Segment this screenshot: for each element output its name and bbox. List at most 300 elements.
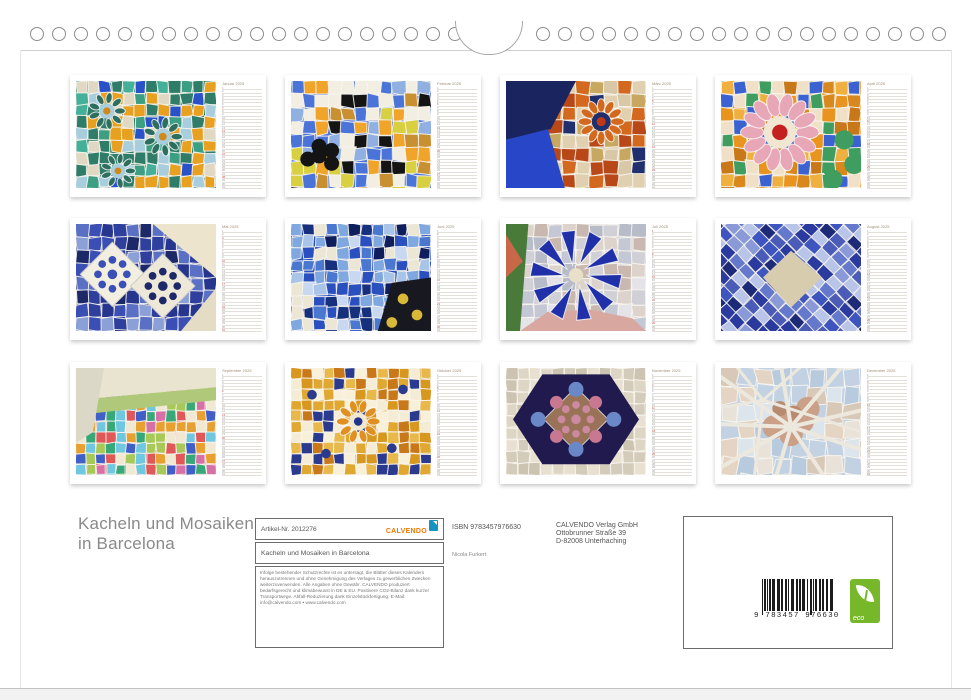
month-label: Mai 2025 bbox=[222, 224, 239, 229]
day-line: 23 bbox=[222, 447, 262, 450]
day-line: 16 bbox=[437, 136, 477, 139]
day-line: 16 bbox=[222, 136, 262, 139]
day-line: 18 bbox=[867, 143, 907, 146]
day-line: 15 bbox=[222, 276, 262, 279]
day-line: 31 bbox=[867, 329, 907, 332]
day-line: 23 bbox=[867, 160, 907, 163]
day-line: 7 bbox=[222, 394, 262, 397]
day-line: 16 bbox=[222, 423, 262, 426]
binding-hole bbox=[756, 27, 770, 41]
binding-hole bbox=[30, 27, 44, 41]
day-line: 19 bbox=[437, 289, 477, 292]
publisher-line2: Ottobrunner Straße 39 bbox=[556, 530, 627, 538]
month-page bbox=[500, 75, 696, 197]
day-line: 9 bbox=[437, 256, 477, 259]
day-line: 2 bbox=[222, 233, 262, 236]
day-line: 5 bbox=[437, 243, 477, 246]
day-line: 27 bbox=[222, 460, 262, 463]
day-line: 27 bbox=[437, 316, 477, 319]
day-line: 13 bbox=[437, 414, 477, 417]
day-line: 23 bbox=[437, 447, 477, 450]
day-line: 18 bbox=[222, 143, 262, 146]
day-line: 25 bbox=[222, 166, 262, 169]
day-line: 27 bbox=[652, 173, 692, 176]
day-line: 3 bbox=[652, 237, 692, 240]
day-line: 17 bbox=[652, 140, 692, 143]
day-line: 2 bbox=[652, 90, 692, 93]
binding-hole bbox=[294, 27, 308, 41]
day-line: 15 bbox=[867, 276, 907, 279]
day-line: 13 bbox=[652, 127, 692, 130]
day-column bbox=[437, 224, 477, 334]
day-line: 18 bbox=[437, 430, 477, 433]
binding-hole bbox=[426, 27, 440, 41]
day-line: 27 bbox=[867, 460, 907, 463]
day-line: 10 bbox=[867, 260, 907, 263]
day-line: 31 bbox=[437, 186, 477, 189]
day-line: 20 bbox=[437, 293, 477, 296]
day-line: 25 bbox=[652, 309, 692, 312]
day-line: 22 bbox=[437, 443, 477, 446]
day-line: 15 bbox=[652, 276, 692, 279]
day-line: 4 bbox=[222, 384, 262, 387]
day-line: 23 bbox=[437, 160, 477, 163]
day-line: 8 bbox=[867, 253, 907, 256]
day-line: 11 bbox=[867, 263, 907, 266]
day-line: 8 bbox=[652, 253, 692, 256]
day-column bbox=[437, 81, 477, 191]
day-line: 7 bbox=[867, 107, 907, 110]
day-line: 24 bbox=[652, 163, 692, 166]
day-line: 21 bbox=[222, 153, 262, 156]
day-line: 19 bbox=[437, 146, 477, 149]
day-line: 8 bbox=[222, 253, 262, 256]
leaf-icon bbox=[856, 583, 874, 604]
day-line: 29 bbox=[437, 322, 477, 325]
day-line: 1 bbox=[437, 87, 477, 90]
day-line: 6 bbox=[437, 246, 477, 249]
day-line: 12 bbox=[867, 266, 907, 269]
day-line: 3 bbox=[652, 381, 692, 384]
binding-hole bbox=[316, 27, 330, 41]
day-line: 4 bbox=[867, 384, 907, 387]
day-line: 10 bbox=[867, 117, 907, 120]
day-line: 8 bbox=[652, 110, 692, 113]
day-line: 21 bbox=[222, 440, 262, 443]
day-line: 30 bbox=[222, 326, 262, 329]
day-line: 13 bbox=[652, 270, 692, 273]
day-line: 19 bbox=[867, 433, 907, 436]
day-line: 28 bbox=[222, 176, 262, 179]
isbn: ISBN 9783457976630 bbox=[452, 524, 521, 531]
day-line: 29 bbox=[652, 322, 692, 325]
month-photo bbox=[291, 81, 431, 188]
day-line: 21 bbox=[437, 296, 477, 299]
day-line: 25 bbox=[867, 453, 907, 456]
day-line: 26 bbox=[222, 312, 262, 315]
day-line: 1 bbox=[867, 230, 907, 233]
day-line: 13 bbox=[652, 414, 692, 417]
day-line: 21 bbox=[437, 153, 477, 156]
day-line: 1 bbox=[222, 230, 262, 233]
day-line: 26 bbox=[222, 456, 262, 459]
binding-hole bbox=[800, 27, 814, 41]
day-line: 1 bbox=[867, 374, 907, 377]
month-page bbox=[70, 362, 266, 484]
day-line: 5 bbox=[867, 100, 907, 103]
day-line: 31 bbox=[652, 186, 692, 189]
day-line: 16 bbox=[437, 423, 477, 426]
month-photo bbox=[291, 224, 431, 331]
day-line: 15 bbox=[652, 420, 692, 423]
day-line: 25 bbox=[867, 309, 907, 312]
day-line: 21 bbox=[652, 296, 692, 299]
day-line: 28 bbox=[652, 176, 692, 179]
day-line: 4 bbox=[652, 97, 692, 100]
binding-hole bbox=[602, 27, 616, 41]
day-line: 3 bbox=[867, 94, 907, 97]
day-line: 29 bbox=[867, 466, 907, 469]
day-line: 25 bbox=[437, 166, 477, 169]
day-line: 17 bbox=[652, 427, 692, 430]
day-line: 22 bbox=[222, 443, 262, 446]
day-line: 31 bbox=[222, 186, 262, 189]
day-line: 28 bbox=[222, 463, 262, 466]
day-line: 16 bbox=[867, 279, 907, 282]
month-label: Dezember 2025 bbox=[867, 368, 896, 373]
day-line: 21 bbox=[867, 153, 907, 156]
day-line: 24 bbox=[652, 306, 692, 309]
day-line: 12 bbox=[867, 410, 907, 413]
day-line: 5 bbox=[437, 100, 477, 103]
day-line: 8 bbox=[437, 397, 477, 400]
day-line: 15 bbox=[222, 133, 262, 136]
eco-label: eco bbox=[853, 615, 865, 622]
day-line: 29 bbox=[867, 179, 907, 182]
day-line: 24 bbox=[437, 450, 477, 453]
day-line: 11 bbox=[222, 263, 262, 266]
day-line: 14 bbox=[867, 417, 907, 420]
day-line: 24 bbox=[437, 163, 477, 166]
day-line: 9 bbox=[867, 113, 907, 116]
day-line: 23 bbox=[222, 303, 262, 306]
day-line: 27 bbox=[222, 173, 262, 176]
month-label: September 2025 bbox=[222, 368, 252, 373]
day-line: 22 bbox=[652, 299, 692, 302]
month-page bbox=[715, 218, 911, 340]
day-line: 19 bbox=[652, 433, 692, 436]
day-line: 6 bbox=[222, 103, 262, 106]
day-line: 25 bbox=[222, 453, 262, 456]
month-label: März 2025 bbox=[652, 81, 671, 86]
day-line: 22 bbox=[652, 443, 692, 446]
day-line: 5 bbox=[437, 387, 477, 390]
day-line: 26 bbox=[867, 312, 907, 315]
day-line: 30 bbox=[652, 470, 692, 473]
day-line: 28 bbox=[437, 319, 477, 322]
day-line: 9 bbox=[867, 400, 907, 403]
month-page bbox=[70, 218, 266, 340]
binding-hole bbox=[888, 27, 902, 41]
day-line: 19 bbox=[652, 289, 692, 292]
day-line: 20 bbox=[652, 150, 692, 153]
day-line: 27 bbox=[867, 316, 907, 319]
day-line: 14 bbox=[652, 417, 692, 420]
day-line: 2 bbox=[437, 90, 477, 93]
binding-hole bbox=[250, 27, 264, 41]
day-line: 25 bbox=[652, 166, 692, 169]
day-line: 4 bbox=[437, 240, 477, 243]
binding-hole bbox=[118, 27, 132, 41]
day-line: 12 bbox=[652, 410, 692, 413]
artikel-number: Artikel-Nr. 2012276 bbox=[261, 525, 317, 533]
day-line: 13 bbox=[222, 270, 262, 273]
day-line: 3 bbox=[437, 381, 477, 384]
month-photo bbox=[76, 81, 216, 188]
day-line: 17 bbox=[437, 283, 477, 286]
binding-hole bbox=[844, 27, 858, 41]
day-line: 2 bbox=[867, 377, 907, 380]
day-line: 25 bbox=[222, 309, 262, 312]
binding-hole bbox=[96, 27, 110, 41]
day-line: 1 bbox=[222, 87, 262, 90]
day-line: 26 bbox=[867, 456, 907, 459]
day-line: 6 bbox=[222, 390, 262, 393]
day-line: 20 bbox=[222, 150, 262, 153]
day-line: 26 bbox=[437, 312, 477, 315]
day-line: 6 bbox=[652, 246, 692, 249]
day-line: 9 bbox=[222, 113, 262, 116]
binding-hole bbox=[272, 27, 286, 41]
day-line: 24 bbox=[867, 450, 907, 453]
day-line: 8 bbox=[652, 397, 692, 400]
day-column bbox=[867, 81, 907, 191]
day-line: 7 bbox=[867, 394, 907, 397]
month-photo bbox=[721, 81, 861, 188]
day-line: 11 bbox=[437, 407, 477, 410]
day-line: 29 bbox=[652, 466, 692, 469]
binding-hole bbox=[910, 27, 924, 41]
day-line: 11 bbox=[867, 407, 907, 410]
month-page bbox=[70, 75, 266, 197]
month-label: Oktober 2025 bbox=[437, 368, 462, 373]
day-line: 10 bbox=[222, 117, 262, 120]
day-line: 12 bbox=[437, 410, 477, 413]
day-line: 1 bbox=[652, 230, 692, 233]
day-line: 23 bbox=[867, 447, 907, 450]
day-line: 31 bbox=[222, 329, 262, 332]
day-line: 18 bbox=[652, 430, 692, 433]
day-line: 8 bbox=[437, 110, 477, 113]
day-line: 31 bbox=[437, 473, 477, 476]
month-page bbox=[715, 75, 911, 197]
day-line: 5 bbox=[867, 243, 907, 246]
day-line: 7 bbox=[222, 107, 262, 110]
day-line: 26 bbox=[652, 169, 692, 172]
day-line: 9 bbox=[652, 113, 692, 116]
month-photo bbox=[721, 368, 861, 475]
day-line: 7 bbox=[437, 107, 477, 110]
day-line: 24 bbox=[437, 306, 477, 309]
day-line: 3 bbox=[437, 94, 477, 97]
day-line: 29 bbox=[222, 466, 262, 469]
day-line: 14 bbox=[437, 417, 477, 420]
day-column bbox=[652, 224, 692, 334]
day-line: 25 bbox=[652, 453, 692, 456]
month-photo bbox=[76, 224, 216, 331]
day-line: 19 bbox=[222, 289, 262, 292]
month-label: November 2025 bbox=[652, 368, 681, 373]
day-line: 22 bbox=[867, 156, 907, 159]
day-line: 23 bbox=[652, 447, 692, 450]
binding-hole bbox=[338, 27, 352, 41]
day-line: 30 bbox=[867, 183, 907, 186]
day-line: 19 bbox=[222, 146, 262, 149]
day-line: 25 bbox=[437, 309, 477, 312]
day-line: 30 bbox=[652, 183, 692, 186]
day-line: 7 bbox=[222, 250, 262, 253]
day-line: 29 bbox=[867, 322, 907, 325]
page-bottom-shadow bbox=[0, 689, 971, 700]
binding-hole bbox=[382, 27, 396, 41]
title-box bbox=[255, 542, 444, 564]
day-line: 20 bbox=[867, 437, 907, 440]
day-line: 17 bbox=[222, 283, 262, 286]
day-line: 9 bbox=[222, 400, 262, 403]
day-line: 26 bbox=[437, 456, 477, 459]
day-line: 14 bbox=[867, 130, 907, 133]
day-line: 11 bbox=[652, 263, 692, 266]
day-column bbox=[222, 224, 262, 334]
barcode-bars bbox=[762, 579, 836, 615]
day-line: 12 bbox=[652, 123, 692, 126]
day-line: 4 bbox=[867, 97, 907, 100]
month-page bbox=[285, 362, 481, 484]
day-line: 7 bbox=[652, 250, 692, 253]
day-line: 1 bbox=[652, 87, 692, 90]
author-name: Nicola Furkert bbox=[452, 552, 487, 558]
day-line: 19 bbox=[867, 289, 907, 292]
day-line: 12 bbox=[652, 266, 692, 269]
page-title-line1: Kacheln und Mosaiken bbox=[78, 514, 255, 533]
month-label: Januar 2025 bbox=[222, 81, 245, 86]
day-line: 3 bbox=[867, 381, 907, 384]
day-line: 30 bbox=[867, 326, 907, 329]
day-line: 28 bbox=[867, 463, 907, 466]
day-line: 30 bbox=[222, 183, 262, 186]
day-line: 7 bbox=[652, 394, 692, 397]
day-line: 23 bbox=[867, 303, 907, 306]
day-line: 11 bbox=[437, 263, 477, 266]
day-column bbox=[867, 224, 907, 334]
day-line: 13 bbox=[867, 127, 907, 130]
day-line: 28 bbox=[867, 176, 907, 179]
day-line: 10 bbox=[222, 404, 262, 407]
day-line: 17 bbox=[437, 427, 477, 430]
binding-hole bbox=[690, 27, 704, 41]
day-line: 5 bbox=[652, 243, 692, 246]
day-line: 5 bbox=[222, 243, 262, 246]
day-line: 22 bbox=[222, 156, 262, 159]
day-line: 13 bbox=[222, 127, 262, 130]
day-line: 27 bbox=[437, 173, 477, 176]
month-page bbox=[500, 362, 696, 484]
day-line: 30 bbox=[222, 470, 262, 473]
day-line: 12 bbox=[437, 266, 477, 269]
day-line: 9 bbox=[437, 113, 477, 116]
day-line: 15 bbox=[437, 133, 477, 136]
page-left-edge bbox=[20, 50, 21, 688]
day-line: 14 bbox=[867, 273, 907, 276]
day-line: 17 bbox=[867, 140, 907, 143]
day-line: 6 bbox=[652, 390, 692, 393]
day-line: 29 bbox=[652, 179, 692, 182]
day-line: 1 bbox=[652, 374, 692, 377]
day-line: 17 bbox=[222, 140, 262, 143]
day-line: 13 bbox=[437, 270, 477, 273]
day-line: 30 bbox=[652, 326, 692, 329]
day-line: 15 bbox=[437, 276, 477, 279]
day-line: 4 bbox=[652, 240, 692, 243]
publisher-line1: CALVENDO Verlag GmbH bbox=[556, 522, 638, 529]
day-line: 24 bbox=[222, 450, 262, 453]
day-line: 18 bbox=[437, 143, 477, 146]
day-line: 20 bbox=[437, 150, 477, 153]
binding-hole bbox=[162, 27, 176, 41]
day-line: 11 bbox=[437, 120, 477, 123]
day-line: 22 bbox=[867, 299, 907, 302]
day-line: 3 bbox=[867, 237, 907, 240]
day-line: 6 bbox=[222, 246, 262, 249]
month-photo bbox=[721, 224, 861, 331]
day-line: 8 bbox=[867, 110, 907, 113]
day-line: 20 bbox=[867, 293, 907, 296]
binding-hole bbox=[646, 27, 660, 41]
day-line: 1 bbox=[867, 87, 907, 90]
day-line: 22 bbox=[437, 156, 477, 159]
day-line: 3 bbox=[652, 94, 692, 97]
day-line: 12 bbox=[867, 123, 907, 126]
day-line: 18 bbox=[222, 286, 262, 289]
day-line: 5 bbox=[652, 100, 692, 103]
day-line: 2 bbox=[222, 377, 262, 380]
day-line: 18 bbox=[652, 143, 692, 146]
day-line: 13 bbox=[867, 414, 907, 417]
day-line: 16 bbox=[222, 279, 262, 282]
day-line: 18 bbox=[867, 286, 907, 289]
barcode-digits: 9 783457 976630 bbox=[754, 612, 840, 620]
day-line: 7 bbox=[437, 394, 477, 397]
day-line: 29 bbox=[437, 466, 477, 469]
day-line: 10 bbox=[222, 260, 262, 263]
day-line: 21 bbox=[652, 153, 692, 156]
binding-hole bbox=[360, 27, 374, 41]
day-line: 13 bbox=[222, 414, 262, 417]
day-line: 14 bbox=[437, 130, 477, 133]
day-line: 17 bbox=[867, 283, 907, 286]
page-title bbox=[78, 514, 254, 554]
day-line: 31 bbox=[437, 329, 477, 332]
day-line: 29 bbox=[222, 322, 262, 325]
day-line: 10 bbox=[437, 260, 477, 263]
day-line: 15 bbox=[652, 133, 692, 136]
day-column bbox=[222, 81, 262, 191]
legal-box bbox=[255, 566, 444, 648]
month-photo bbox=[291, 368, 431, 475]
month-page bbox=[285, 75, 481, 197]
day-line: 10 bbox=[437, 117, 477, 120]
day-line: 25 bbox=[437, 453, 477, 456]
